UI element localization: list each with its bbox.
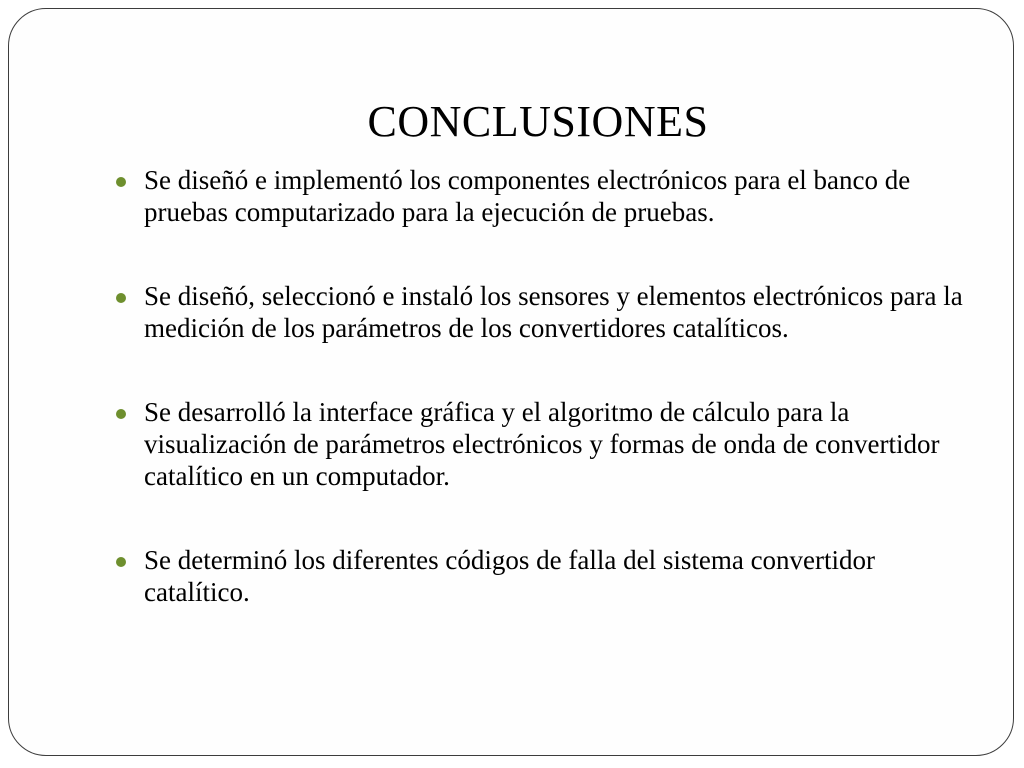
bullet-text: Se desarrolló la interface gráfica y el algoritmo de cálculo para la visualización de parámetros electrónicos y formas de onda de convertidor catalítico en un computador. [144,397,940,491]
bullet-list [144,164,964,660]
bullet-text: Se diseñó e implementó los componentes electrónicos para el banco de pruebas computarizado para la ejecución de pruebas. [144,165,911,227]
bullet-dot-icon [116,293,126,303]
bullet-text: Se determinó los diferentes códigos de falla del sistema convertidor catalítico. [144,545,876,607]
bullet-item [144,280,964,344]
bullet-item [144,544,964,608]
bullet-dot-icon [116,409,126,419]
bullet-dot-icon [116,557,126,567]
bullet-text: Se diseñó, seleccionó e instaló los sensores y elementos electrónicos para la medición de los parámetros de los convertidores catalíticos. [144,281,963,343]
bullet-item [144,396,964,492]
bullet-item [144,164,964,228]
bullet-dot-icon [116,177,126,187]
slide-title: CONCLUSIONES [367,97,709,146]
